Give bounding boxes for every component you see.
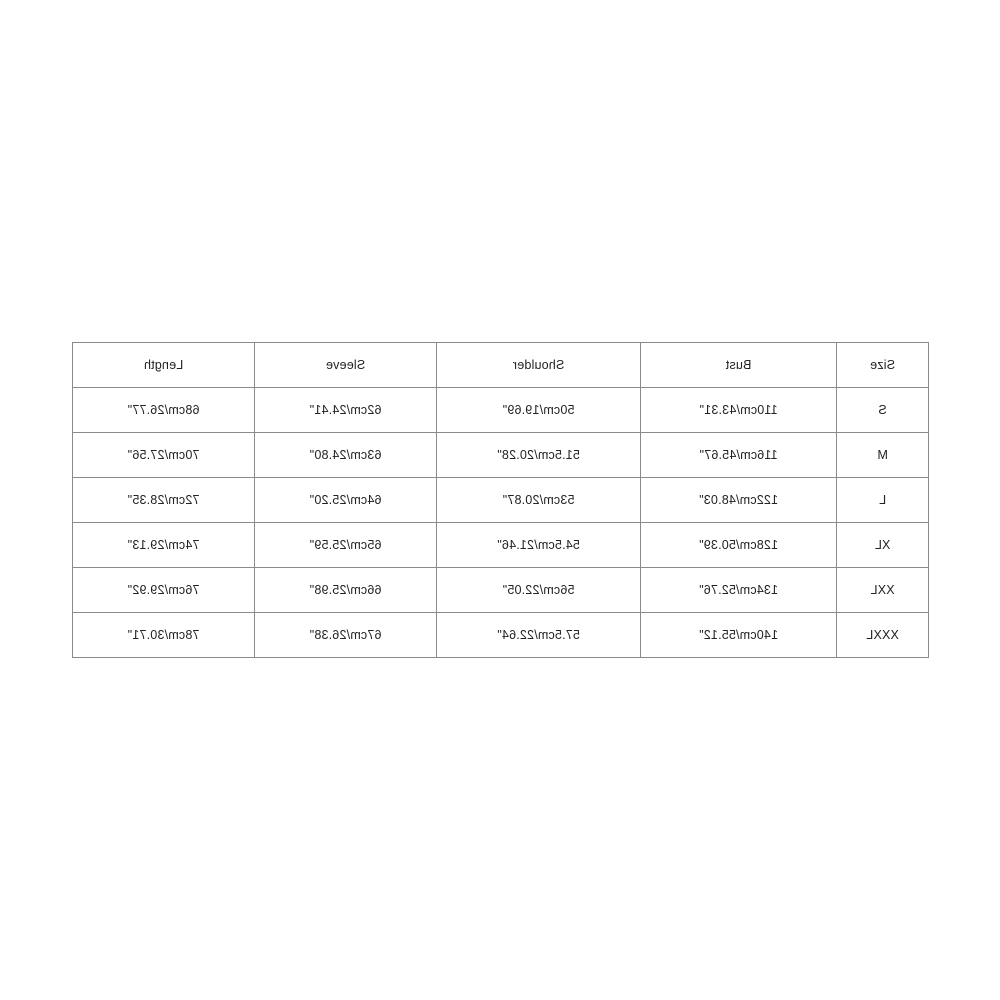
cell-bust: 122cm/48.03" <box>641 478 837 523</box>
cell-sleeve: 67cm/26.38" <box>255 613 437 658</box>
cell-length: 72cm/28.35" <box>73 478 255 523</box>
table-row <box>73 568 929 613</box>
cell-shoulder: 50cm/19.69" <box>437 388 641 433</box>
table-row <box>73 478 929 523</box>
table-row <box>73 433 929 478</box>
header-shoulder: Shoulder <box>437 343 641 388</box>
cell-length: 74cm/29.13" <box>73 523 255 568</box>
cell-bust: 128cm/50.39" <box>641 523 837 568</box>
cell-shoulder: 54.5cm/21.46" <box>437 523 641 568</box>
cell-size: XXL <box>837 568 929 613</box>
cell-size: L <box>837 478 929 523</box>
cell-length: 76cm/29.92" <box>73 568 255 613</box>
cell-size: M <box>837 433 929 478</box>
header-size: Size <box>837 343 929 388</box>
cell-shoulder: 51.5cm/20.28" <box>437 433 641 478</box>
cell-shoulder: 57.5cm/22.64" <box>437 613 641 658</box>
cell-sleeve: 64cm/25.20" <box>255 478 437 523</box>
cell-shoulder: 56cm/22.05" <box>437 568 641 613</box>
cell-size: S <box>837 388 929 433</box>
size-chart-table <box>72 342 929 658</box>
cell-sleeve: 62cm/24.41" <box>255 388 437 433</box>
table-row <box>73 388 929 433</box>
cell-size: XL <box>837 523 929 568</box>
header-length: Length <box>73 343 255 388</box>
header-sleeve: Sleeve <box>255 343 437 388</box>
cell-bust: 110cm/43.31" <box>641 388 837 433</box>
cell-size: XXXL <box>837 613 929 658</box>
table-row <box>73 523 929 568</box>
cell-length: 68cm/26.77" <box>73 388 255 433</box>
table-row <box>73 613 929 658</box>
cell-shoulder: 53cm/20.87" <box>437 478 641 523</box>
cell-sleeve: 63cm/24.80" <box>255 433 437 478</box>
cell-bust: 116cm/45.67" <box>641 433 837 478</box>
cell-sleeve: 65cm/25.59" <box>255 523 437 568</box>
cell-bust: 134cm/52.76" <box>641 568 837 613</box>
table-header-row <box>73 343 929 388</box>
cell-length: 70cm/27.56" <box>73 433 255 478</box>
cell-length: 78cm/30.71" <box>73 613 255 658</box>
cell-bust: 140cm/55.12" <box>641 613 837 658</box>
size-chart-container <box>72 342 928 658</box>
header-bust: Bust <box>641 343 837 388</box>
cell-sleeve: 66cm/25.98" <box>255 568 437 613</box>
